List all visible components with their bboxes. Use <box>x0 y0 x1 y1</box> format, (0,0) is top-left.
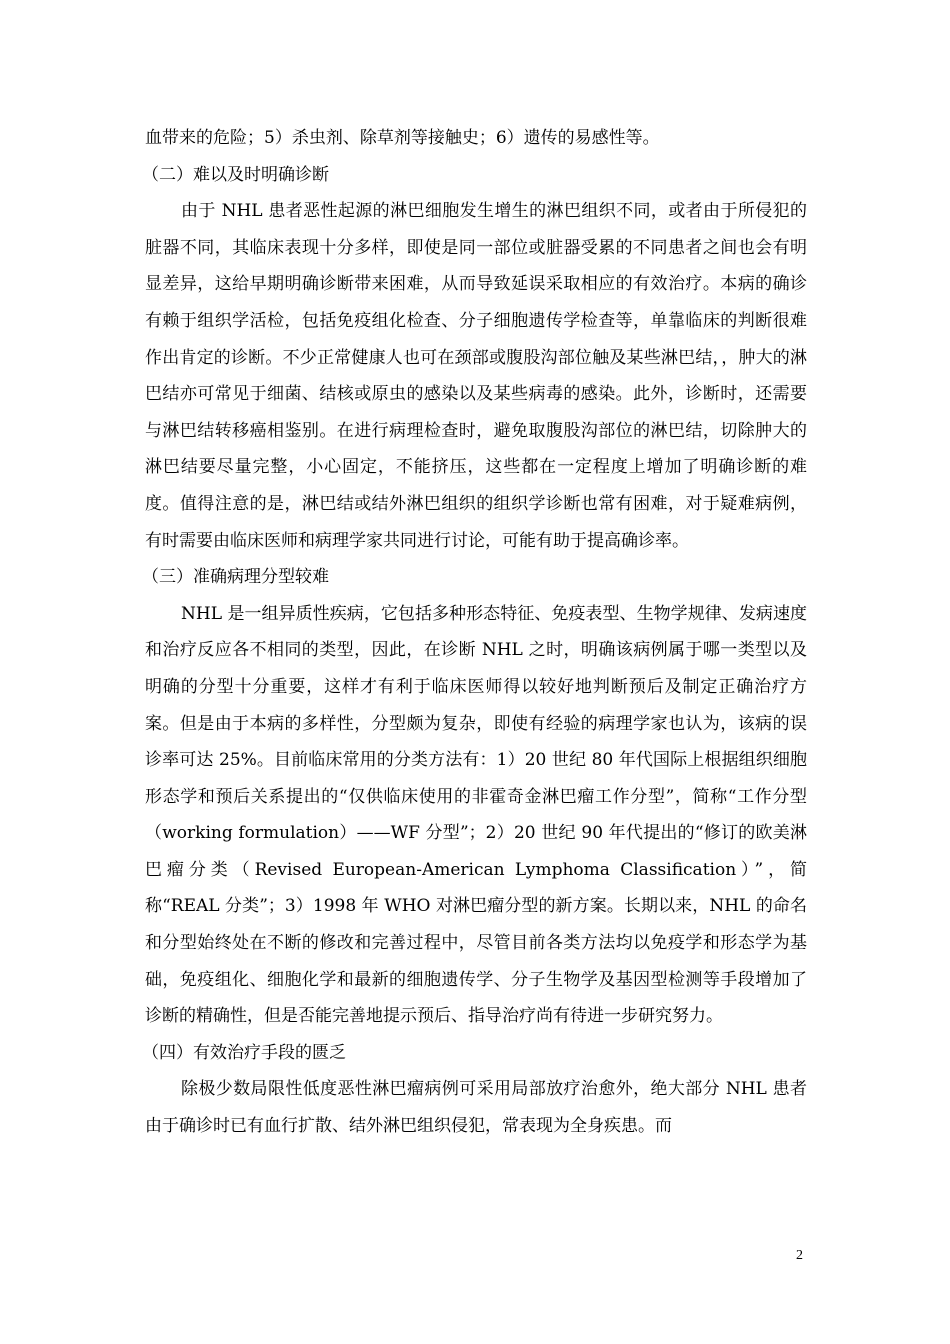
section-heading-3: （三）准确病理分型较难 <box>142 567 329 588</box>
paragraph-classification: NHL 是一组异质性疾病，它包括多种形态特征、免疫表型、生物学规律、发病速度和治疗反应各不相同的类型，因此，在诊断 NHL 之时，明确该病例属于哪一类型以及明确的分型十分重要，这样才有利于临床医师得以较好地判断预后及制定正确治疗方案。但是由于本病的多样性，分型颇为复杂，即使有经验的病理学家也认为，该病的误诊率可达 25%。目前临床常用的分类方法有：1）20 世纪 80 年代国际上根据组织细胞形态学和预后关系提出的“仅供临床使用的非霍奇金淋巴瘤工作分型”，简称“工作分型（working formulation）——WF 分型”；2）20 世纪 90 年代提出的“修订的欧美淋巴瘤分类（Revised European-American Lymphoma Classification）”，简称“REAL 分类”；3）1998 年 WHO 对淋巴瘤分型的新方案。长期以来，NHL 的命名和分型始终处在不断的修改和完善过程中，尽管目前各类方法均以免疫学和形态学为基础，免疫组化、细胞化学和最新的细胞遗传学、分子生物学及基因型检测等手段增加了诊断的精确性，但是否能完善地提示预后、指导治疗尚有待进一步研究努力。 <box>145 603 807 1027</box>
paragraph-treatment: 除极少数局限性低度恶性淋巴瘤病例可采用局部放疗治愈外，绝大部分 NHL 患者由于确诊时已有血行扩散、结外淋巴组织侵犯，常表现为全身疾患。而 <box>145 1079 807 1137</box>
paragraph-diagnosis: 由于 NHL 患者恶性起源的淋巴细胞发生增生的淋巴组织不同，或者由于所侵犯的脏器不同，其临床表现十分多样，即使是同一部位或脏器受累的不同患者之间也会有明显差异，这给早期明确诊断带来困难，从而导致延误采取相应的有效治疗。本病的确诊有赖于组织学活检，包括免疫组化检查、分子细胞遗传学检查等，单靠临床的判断很难作出肯定的诊断。不少正常健康人也可在颈部或腹股沟部位触及某些淋巴结，，肿大的淋巴结亦可常见于细菌、结核或原虫的感染以及某些病毒的感染。此外，诊断时，还需要与淋巴结转移癌相鉴别。在进行病理检查时，避免取腹股沟部位的淋巴结，切除肿大的淋巴结要尽量完整，小心固定，不能挤压，这些都在一定程度上增加了明确诊断的难度。值得注意的是，淋巴结或结外淋巴组织的组织学诊断也常有困难，对于疑难病例，有时需要由临床医师和病理学家共同进行讨论，可能有助于提高确诊率。 <box>145 201 807 551</box>
document-body <box>142 120 807 1145</box>
section-heading-4: （四）有效治疗手段的匮乏 <box>142 1042 346 1063</box>
section-heading-2: （二）难以及时明确诊断 <box>142 164 329 185</box>
paragraph-continuation: 血带来的危险；5）杀虫剂、除草剂等接触史；6）遗传的易感性等。 <box>145 128 660 148</box>
page-number: 2 <box>796 1248 803 1263</box>
